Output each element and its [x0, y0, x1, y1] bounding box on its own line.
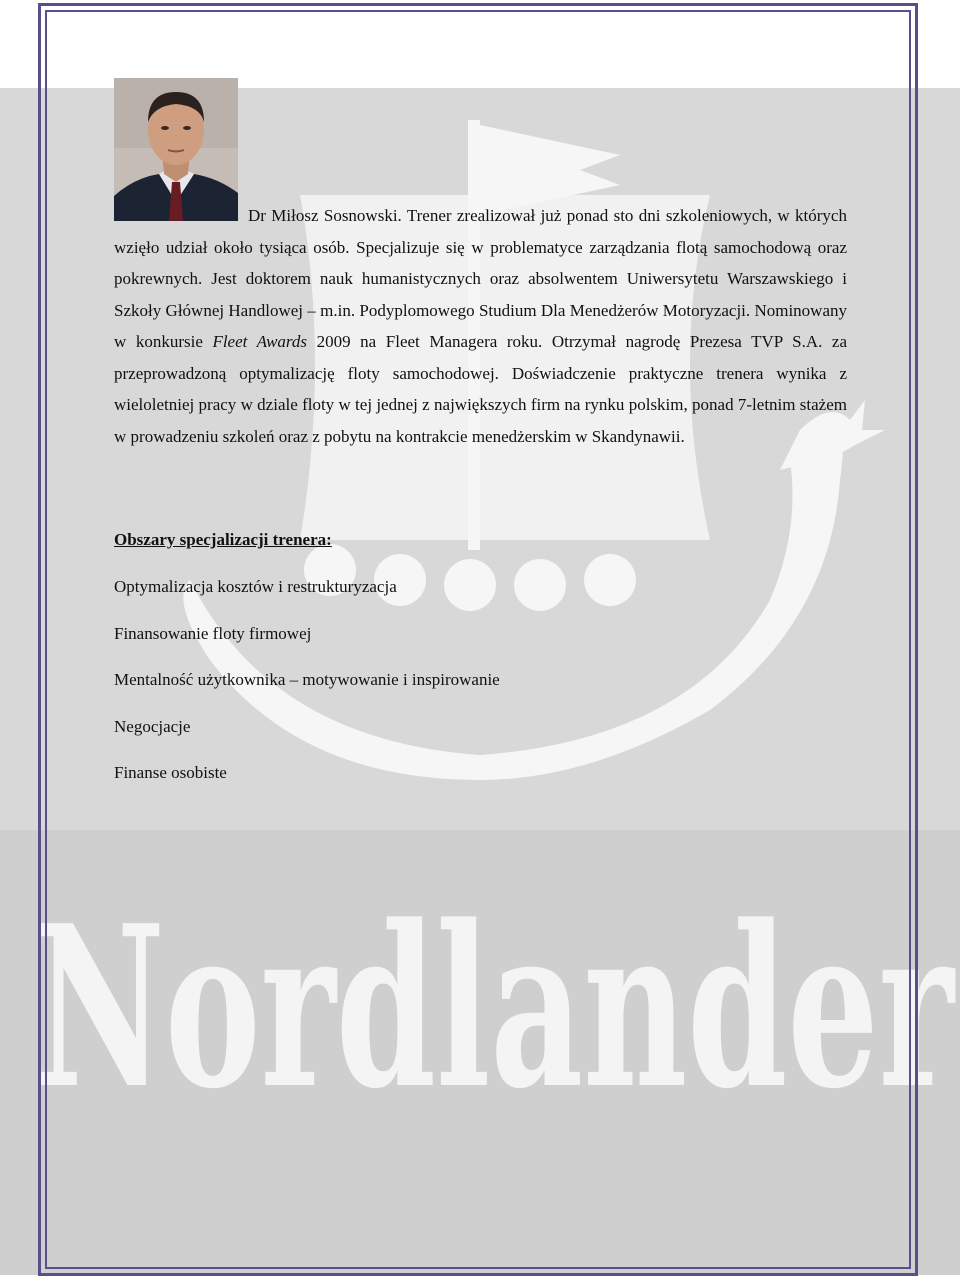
award-name: Fleet Awards — [212, 332, 308, 351]
bio-text-2: 2009 na Fleet Managera roku. Otrzymał nagrodę Prezesa TVP S.A. za przeprowadzoną optymalizację floty samochodowej. Doświadczenie praktyczne trenera wynika z wieloletniej pracy w dziale floty w tej jednej z największych firm na rynku polskim, ponad 7-letnim stażem w prowadzeniu szkoleń oraz z pobytu na kontrakcie menedżerskim w Skandynawii. — [114, 332, 848, 446]
trainer-bio — [114, 200, 847, 452]
specialization-item: Negocjacje — [114, 717, 191, 736]
specializations-heading: Obszary specjalizacji trenera: — [114, 530, 332, 549]
specialization-item: Finansowanie floty firmowej — [114, 624, 312, 643]
bio-text-1: Trener zrealizował już ponad sto dni szkoleniowych, w których wzięło udział około tysiąca osób. Specjalizuje się w problematyce zarządzania flotą samochodową oraz pokrewnych. Jest doktorem nauk humanistycznych oraz absolwentem Uniwersytetu Warszawskiego i Szkoły Głównej Handlowej – m.in. Podyplomowego Studium Dla Menedżerów Motoryzacji. Nominowany w konkursie — [114, 206, 847, 351]
specialization-item: Optymalizacja kosztów i restrukturyzacja — [114, 577, 397, 596]
trainer-name: Dr Miłosz Sosnowski. — [248, 206, 402, 225]
specialization-item: Mentalność użytkownika – motywowanie i inspirowanie — [114, 670, 500, 689]
nordlander-watermark-text: Nordlander — [34, 880, 956, 1138]
specialization-item: Finanse osobiste — [114, 763, 227, 782]
